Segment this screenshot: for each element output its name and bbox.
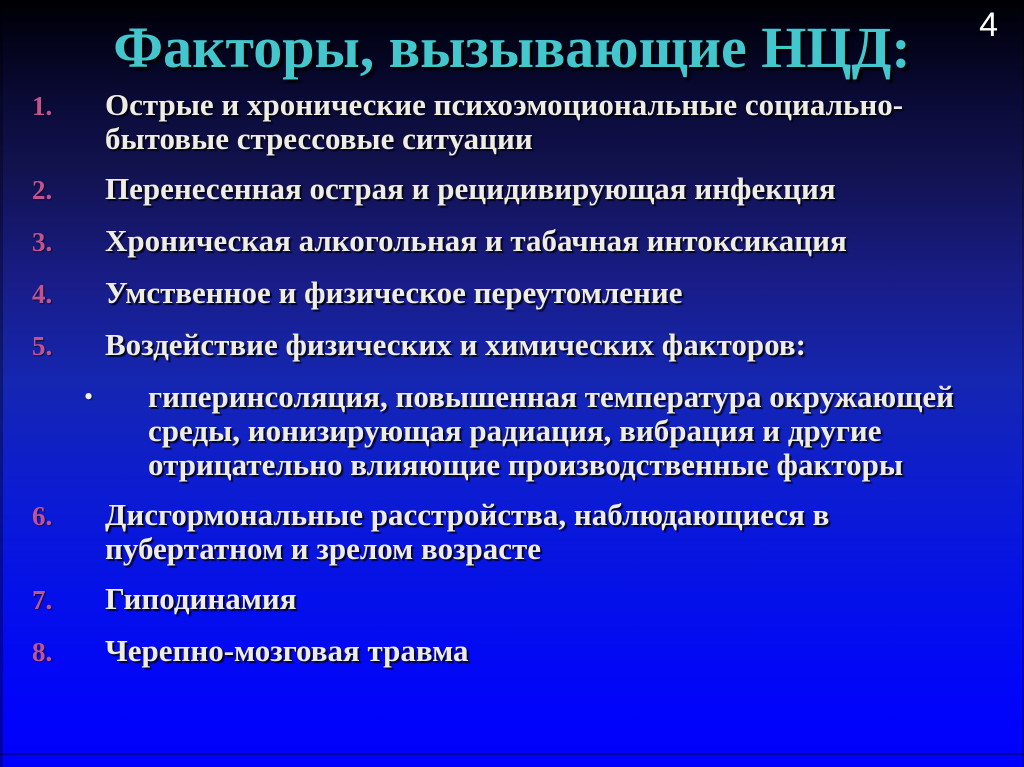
sub-bullet-item	[0, 380, 984, 482]
list-item-number: 1.	[32, 91, 53, 121]
list-item-text: Хроническая алкогольная и табачная интоксикация	[105, 223, 847, 258]
list-item-text: Воздействие физических и химических факторов:	[105, 327, 806, 362]
slide-title: Факторы, вызывающие НЦД:	[113, 15, 911, 80]
factors-list	[0, 88, 1024, 686]
list-item-text: Черепно-мозговая травма	[105, 633, 469, 668]
slide-bottom-border	[0, 753, 1024, 755]
bullet-icon: •	[84, 382, 94, 411]
list-item-number: 2.	[32, 175, 53, 205]
list-item-number: 4.	[32, 279, 53, 309]
list-item	[0, 224, 984, 260]
list-item	[0, 328, 984, 364]
sub-bullet-text: гиперинсоляция, повышенная температура окружающей среды, ионизирующая радиация, вибрация и другие отрицательно влияющие производственные факторы	[148, 379, 954, 482]
list-item	[0, 498, 984, 566]
list-item	[0, 634, 984, 670]
slide-page-number: 4	[979, 6, 998, 44]
list-item	[0, 276, 984, 312]
list-item	[0, 582, 984, 618]
list-item-text: Гиподинамия	[105, 581, 297, 616]
list-item-number: 3.	[32, 227, 53, 257]
list-item-text: Дисгормональные расстройства, наблюдающиеся в пубертатном и зрелом возрасте	[105, 497, 830, 566]
list-item-number: 6.	[32, 501, 53, 531]
list-item-number: 7.	[32, 585, 53, 615]
list-item-text: Перенесенная острая и рецидивирующая инфекция	[105, 171, 836, 206]
list-item-text: Умственное и физическое переутомление	[105, 275, 683, 310]
list-item-number: 5.	[32, 331, 53, 361]
list-item-text: Острые и хронические психоэмоциональные социально-бытовые стрессовые ситуации	[105, 87, 904, 156]
list-item	[0, 88, 984, 156]
list-item	[0, 172, 984, 208]
list-item-number: 8.	[32, 637, 53, 667]
